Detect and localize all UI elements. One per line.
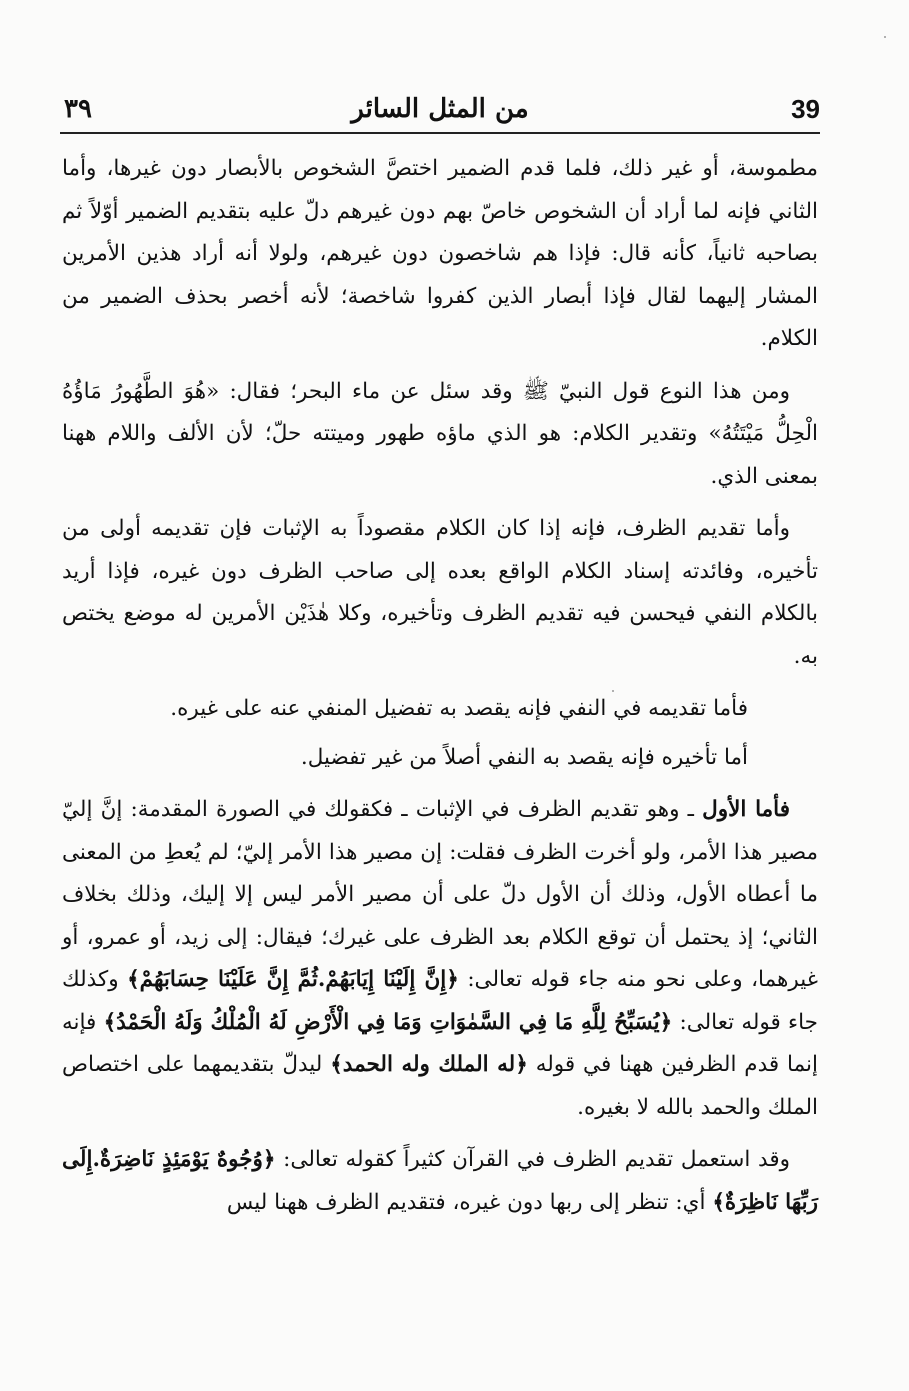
paragraph-3: وأما تقديم الظرف، فإنه إذا كان الكلام مقصوداً به الإثبات فإن تقديمه أولى من تأخيره، وفائدته إسناد الكلام الواقع بعده إلى صاحب الظرف دون غيره، فإذا أريد بالكلام النفي فيحسن فيه تقديم الظرف وتأخيره، وكلا هٰذَيْن الأمرين له موضع يختص به. [62,516,818,669]
page-number-arabic: ٣٩ [64,94,92,124]
negation-line-2: أما تأخيره فإنه يقصد به النفي أصلاً من غير تفضيل. [300,744,748,770]
scan-speck [884,36,886,38]
paragraph-4-text-3: فإنه إنما قدم الظرفين ههنا في قوله [62,1009,819,1077]
running-title: من المثل السائر [351,94,529,124]
scan-speck [612,690,614,692]
negation-line-1: فأما تقديمه في النفي فإنه يقصد به تفضيل المنفي عنه على غيره. [170,696,748,721]
header-divider [60,132,820,134]
paragraph-4-text-4: ليدلّ بتقديمهما على اختصاص الملك والحمد بالله لا بغيره. [62,1052,818,1120]
paragraph-1: مطموسة، أو غير ذلك، فلما قدم الضمير اختصَّ الشخوص بالأبصار دون غيرها، وأما الثاني فإنه لما أراد أن الشخوص خاصّ بهم دون غيرهم دلّ عليه بتقديم الضمير أوّلاً ثم بصاحبه ثانياً، كأنه قال: فإذا هم شاخصون دون غيرهم، ولولا أنه أراد هذين الأمرين المشار إليهما لقال فإذا أبصار الذين كفروا شاخصة؛ لأنه أخصر بحذف الضمير من الكلام. [62,156,818,351]
paragraph-5-text: وقد استعمل تقديم الظرف في القرآن كثيراً كقوله تعالى: [275,1147,790,1172]
paragraph-4 [62,789,818,1129]
page-number-latin: 39 [791,94,820,124]
page-header [60,92,820,132]
paragraph-5 [62,1139,818,1224]
section-lead: فأما الأول [702,797,791,822]
paragraph-4-text: ـ وهو تقديم الظرف في الإثبات ـ فكقولك في الصورة المقدمة: إنَّ إليّ مصير هذا الأمر، ولو أخرت الظرف فقلت: إن مصير هذا الأمر إليّ؛ لم يُعطِ من المعنى ما أعطاه الأول، وذلك أن الأول دلّ على أن مصير الأمر ليس إلا إليك، وذلك بخلاف الثاني؛ إذ يحتمل أن توقع الكلام بعد الظرف على غيرك؛ فيقال: إلى زيد، أو عمرو، أو غيرهما، وعلى نحو منه جاء قوله تعالى: [62,797,818,992]
quran-verse-1: ﴿إِنَّ إِلَيْنَا إِيَابَهُمْ.ثُمَّ إِنَّ عَلَيْنَا حِسَابَهُمْ﴾ [127,967,459,992]
paragraph-2: ومن هذا النوع قول النبيّ ﷺ وقد سئل عن ماء البحر؛ فقال: «هُوَ الطَّهُورُ مَاؤُهُ الْحِلُّ مَيْتَتُهُ» وتقدير الكلام: هو الذي ماؤه طهور وميتته حلّ؛ لأن الألف واللام ههنا بمعنى الذي. [62,378,818,489]
paragraph-4-text-2: وكذلك جاء قوله تعالى: [62,967,818,1035]
quran-verse-4: ﴿وُجُوهٌ يَوْمَئِذٍ نَاضِرَةٌ.إِلَى رَبِّهَا نَاظِرَةٌ﴾ [62,1147,818,1215]
page-body [62,148,818,1224]
quran-verse-2: ﴿يُسَبِّحُ لِلَّهِ مَا فِي السَّمٰوَاتِ وَمَا فِي الْأَرْضِ لَهُ الْمُلْكُ وَلَهُ الْحَمْدُ﴾ [103,1009,673,1035]
paragraph-5-text-2: أي: تنظر إلى ربها دون غيره، فتقديم الظرف ههنا ليس [226,1189,713,1215]
quran-verse-3: ﴿له الملك وله الحمد﴾ [330,1052,528,1077]
